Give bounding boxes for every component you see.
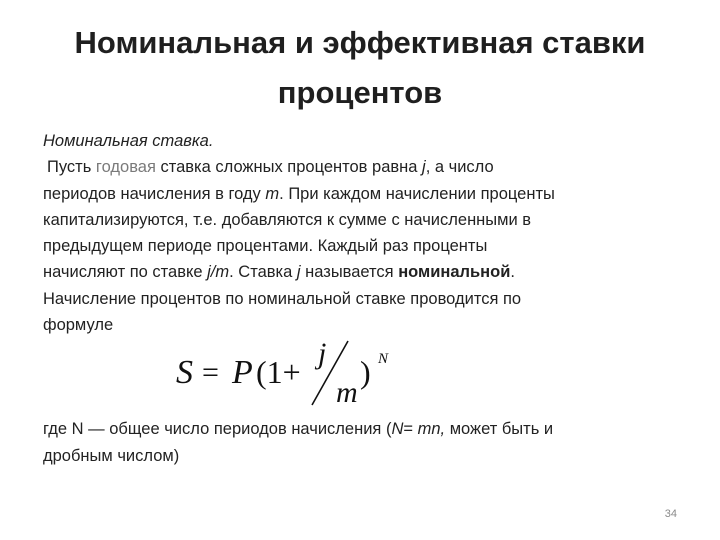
compound-interest-formula bbox=[172, 335, 412, 410]
paragraph-line-4: предыдущем периоде процентами. Каждый раз проценты bbox=[43, 237, 488, 256]
subheading bbox=[43, 128, 693, 154]
variable-j-over-m: j/m bbox=[207, 263, 230, 282]
variable-mn: mn, bbox=[417, 420, 446, 438]
formula-equals: = bbox=[202, 356, 219, 389]
after-line-1 bbox=[43, 416, 693, 443]
formula-open: (1+ bbox=[256, 354, 301, 390]
formula-j: j bbox=[318, 337, 327, 370]
formula-exponent-N: N bbox=[378, 351, 389, 367]
formula-P: P bbox=[232, 354, 253, 391]
page-number: 34 bbox=[664, 508, 677, 520]
subheading-text: Номинальная ставка bbox=[43, 132, 209, 150]
title-line-1: Номинальная и эффективная ставки bbox=[74, 25, 646, 60]
after-formula-text bbox=[43, 416, 693, 470]
text-run: . При каждом начислении проценты bbox=[279, 184, 555, 203]
paragraph-line-6: Начисление процентов по номинальной ставке проводится по bbox=[43, 289, 522, 308]
variable-j: j bbox=[296, 263, 301, 282]
body-text bbox=[43, 128, 693, 338]
bold-term: номинальной bbox=[398, 263, 511, 282]
text-run: , а число bbox=[425, 158, 494, 177]
paragraph-line-3: капитализируются, т.е. добавляются к сумме с начисленными в bbox=[43, 210, 532, 229]
paragraph-line-2 bbox=[43, 181, 693, 207]
after-line-2: дробным числом) bbox=[43, 447, 180, 465]
text-run: = bbox=[403, 420, 418, 438]
paragraph-line-1 bbox=[43, 154, 693, 180]
text-run: . bbox=[510, 263, 515, 282]
formula-close: ) bbox=[360, 354, 371, 390]
variable-N: N bbox=[391, 420, 404, 438]
formula-m: m bbox=[336, 376, 358, 409]
formula-S: S bbox=[176, 354, 193, 391]
variable-m: m bbox=[265, 184, 280, 203]
text-run: начисляют по ставке bbox=[43, 263, 208, 282]
paragraph-line-5 bbox=[43, 259, 693, 285]
text-run: ставка сложных процентов равна bbox=[155, 158, 423, 177]
text-run: где N — общее число периодов начисления ( bbox=[43, 420, 392, 438]
subheading-dot: . bbox=[208, 132, 214, 150]
slide-title bbox=[0, 18, 720, 118]
variable-j: j bbox=[422, 158, 426, 177]
text-run: . Ставка bbox=[229, 263, 297, 282]
title-line-2: процентов bbox=[277, 75, 443, 110]
text-run: Пусть bbox=[47, 158, 96, 177]
text-run: называется bbox=[300, 263, 399, 282]
text-run-faded: годовая bbox=[95, 158, 156, 177]
paragraph-line-7: формуле bbox=[43, 316, 114, 335]
text-run: может быть и bbox=[445, 420, 554, 438]
text-run: периодов начисления в году bbox=[43, 184, 266, 203]
